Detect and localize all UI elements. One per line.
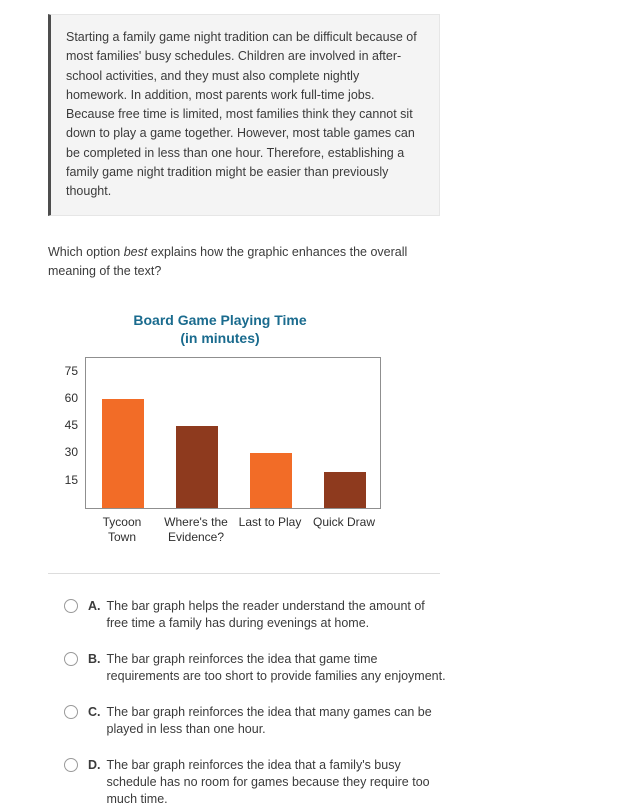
question-emphasis: best <box>123 244 148 259</box>
y-tick-label: 45 <box>64 418 78 433</box>
x-axis-labels <box>85 509 381 547</box>
option-d[interactable] <box>48 757 448 808</box>
radio-button-a[interactable] <box>64 599 78 613</box>
y-axis-ticks <box>55 357 85 509</box>
passage-text: Starting a family game night tradition can be difficult because of most families' busy schedules. Children are involved in after-school activities, and they must also complete nightly homework. In addition, most parents work full-time jobs. Because free time is limited, most families think they cannot sit down to play a game together. However, most table games can be completed in less than one hour. Therefore, establishing a family game night tradition might be easier than previously thought. <box>66 30 417 199</box>
option-text: The bar graph reinforces the idea that a family's busy schedule has no room for games because they require too much time. <box>106 757 430 806</box>
plot-area <box>85 357 381 509</box>
option-letter: B. <box>88 651 101 666</box>
radio-button-d[interactable] <box>64 758 78 772</box>
divider <box>48 573 440 574</box>
option-text: The bar graph reinforces the idea that game time requirements are too short to provide families any enjoyment. <box>106 651 446 683</box>
question-prefix: Which option <box>48 244 124 259</box>
option-letter: C. <box>88 704 101 719</box>
chart-subtitle: (in minutes) <box>180 329 260 346</box>
x-axis-label: Tycoon Town <box>102 514 142 544</box>
chart-title: Board Game Playing Time <box>133 311 307 328</box>
x-axis-label: Quick Draw <box>312 514 375 529</box>
y-tick-label: 60 <box>64 391 78 406</box>
y-tick-label: 75 <box>64 364 78 379</box>
y-tick-label: 15 <box>64 472 78 487</box>
radio-button-c[interactable] <box>64 705 78 719</box>
option-letter: A. <box>88 598 101 613</box>
answer-options <box>48 598 448 808</box>
option-letter: D. <box>88 757 101 772</box>
bar-chart <box>55 311 385 547</box>
bar-2 <box>250 453 292 507</box>
option-a[interactable] <box>48 598 448 632</box>
passage-block <box>48 14 440 216</box>
plot-row <box>55 357 385 509</box>
option-b[interactable] <box>48 651 448 685</box>
bar-3 <box>324 472 366 508</box>
bar-0 <box>102 399 144 507</box>
bar-1 <box>176 426 218 507</box>
x-axis-label: Where's the Evidence? <box>164 514 228 544</box>
question-text <box>48 243 440 281</box>
y-tick-label: 30 <box>64 445 78 460</box>
option-text: The bar graph helps the reader understand the amount of free time a family has during evenings at home. <box>106 598 425 630</box>
option-text: The bar graph reinforces the idea that many games can be played in less than one hour. <box>106 704 432 736</box>
x-axis-label: Last to Play <box>238 514 302 529</box>
question-suffix: explains how the graphic enhances the overall meaning of the text? <box>48 244 408 278</box>
radio-button-b[interactable] <box>64 652 78 666</box>
